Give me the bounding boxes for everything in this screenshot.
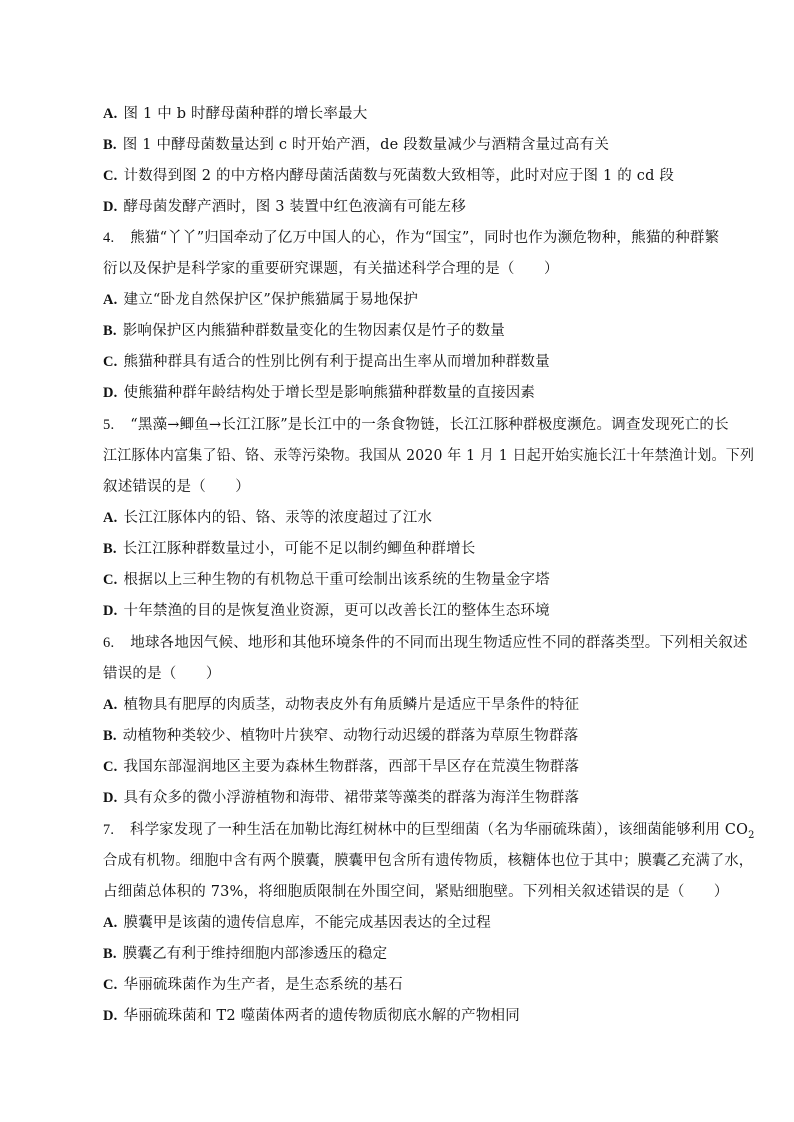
question-text: 江江豚体内富集了铅、铬、汞等污染物。我国从 2020 年 1 月 1 日起开始实施长江十年禁渔计划。下列: [103, 448, 755, 464]
option-text: 长江江豚种群数量过小，可能不足以制约鲫鱼种群增长: [122, 541, 476, 557]
q3-option-d: [103, 197, 466, 217]
question-text: 占细菌总体积的 73%，将细胞质限制在外围空间，紧贴细胞壁。下列相关叙述错误的是（ ）: [103, 884, 729, 900]
option-label: A.: [103, 292, 118, 308]
q7-option-b: [103, 944, 387, 964]
q3-option-b: [103, 135, 609, 155]
question-text: 叙述错误的是（ ）: [103, 479, 250, 495]
q4-option-c: [103, 352, 550, 372]
q6-option-d: [103, 788, 579, 808]
question-text: 错误的是（ ）: [103, 666, 221, 682]
option-label: D.: [103, 385, 118, 401]
q7-stem-line-3: [103, 882, 729, 902]
option-text: 植物具有肥厚的肉质茎，动物表皮外有角质鳞片是适应干旱条件的特征: [123, 697, 580, 713]
option-label: D.: [103, 603, 118, 619]
question-number: 6.: [103, 635, 115, 651]
q6-stem-line-2: [103, 664, 221, 684]
option-text: 图 1 中酵母菌数量达到 c 时开始产酒，de 段数量减少与酒精含量过高有关: [122, 137, 610, 153]
q5-stem-line-2: [103, 446, 754, 466]
q7-option-a: [103, 913, 491, 933]
question-number: 5.: [103, 417, 115, 433]
q6-option-a: [103, 695, 579, 715]
option-text: 十年禁渔的目的是恢复渔业资源，更可以改善长江的整体生态环境: [123, 603, 550, 619]
option-label: B.: [103, 728, 117, 744]
option-text: 华丽硫珠菌作为生产者，是生态系统的基石: [123, 977, 403, 993]
option-label: A.: [103, 106, 118, 122]
option-label: B.: [103, 946, 117, 962]
q4-stem-line-2: [103, 259, 559, 279]
subscript: 2: [748, 829, 755, 841]
option-text: 建立“卧龙自然保护区”保护熊猫属于易地保护: [123, 292, 419, 308]
q4-option-a: [103, 290, 418, 310]
question-text: 合成有机物。细胞中含有两个膜囊，膜囊甲包含所有遗传物质，核糖体也位于其中；膜囊乙充满了水，: [103, 853, 754, 869]
question-number: 7.: [103, 822, 115, 838]
option-label: A.: [103, 510, 118, 526]
option-label: D.: [103, 199, 118, 215]
option-text: 使熊猫种群年龄结构处于增长型是影响熊猫种群数量的直接因素: [123, 385, 536, 401]
q7-option-d: [103, 1006, 520, 1026]
q6-stem-line-1: [103, 633, 748, 653]
option-text: 计数得到图 2 的中方格内酵母菌活菌数与死菌数大致相等，此时对应于图 1 的 cd 段: [123, 168, 675, 184]
question-number: 4.: [103, 230, 115, 246]
question-text: “黑藻→鲫鱼→长江江豚”是长江中的一条食物链，长江江豚种群极度濒危。调查发现死亡的长: [130, 417, 729, 433]
question-text: 熊猫“丫丫”归国牵动了亿万中国人的心，作为“国宝”，同时也作为濒危物种，熊猫的种群繁: [130, 230, 720, 246]
q5-stem-line-1: [103, 415, 729, 435]
option-text: 膜囊乙有利于维持细胞内部渗透压的稳定: [122, 946, 388, 962]
option-text: 影响保护区内熊猫种群数量变化的生物因素仅是竹子的数量: [122, 323, 505, 339]
question-text: 衍以及保护是科学家的重要研究课题，有关描述科学合理的是（ ）: [103, 261, 559, 277]
question-text: 科学家发现了一种生活在加勒比海红树林中的巨型细菌（名为华丽硫珠菌），该细菌能够利用 CO: [130, 822, 749, 838]
option-label: C.: [103, 977, 118, 993]
option-label: A.: [103, 697, 118, 713]
option-label: C.: [103, 354, 118, 370]
q6-option-c: [103, 757, 579, 777]
option-text: 长江江豚体内的铅、铬、汞等的浓度超过了江水: [123, 510, 433, 526]
q3-option-c: [103, 166, 674, 186]
q5-option-a: [103, 508, 432, 528]
option-text: 我国东部湿润地区主要为森林生物群落，西部干旱区存在荒漠生物群落: [123, 759, 580, 775]
q3-option-a: [103, 104, 367, 124]
option-text: 具有众多的微小浮游植物和海带、裙带菜等藻类的群落为海洋生物群落: [123, 790, 580, 806]
q4-stem-line-1: [103, 228, 719, 248]
option-label: D.: [103, 790, 118, 806]
option-text: 酵母菌发酵产酒时，图 3 装置中红色液滴有可能左移: [123, 199, 466, 215]
q7-option-c: [103, 975, 403, 995]
q7-stem-line-1: [103, 820, 755, 846]
q6-option-b: [103, 726, 578, 746]
q5-option-b: [103, 539, 476, 559]
option-label: C.: [103, 572, 118, 588]
option-text: 动植物种类较少、植物叶片狭窄、动物行动迟缓的群落为草原生物群落: [122, 728, 579, 744]
q7-stem-line-2: [103, 851, 753, 871]
option-label: B.: [103, 541, 117, 557]
option-label: D.: [103, 1008, 118, 1024]
option-label: B.: [103, 137, 117, 153]
q4-option-b: [103, 321, 505, 341]
q4-option-d: [103, 383, 535, 403]
option-text: 华丽硫珠菌和 T2 噬菌体两者的遗传物质彻底水解的产物相同: [123, 1008, 520, 1024]
q5-option-d: [103, 601, 550, 621]
q5-option-c: [103, 570, 550, 590]
option-label: B.: [103, 323, 117, 339]
q5-stem-line-3: [103, 477, 250, 497]
option-text: 膜囊甲是该菌的遗传信息库，不能完成基因表达的全过程: [123, 915, 491, 931]
option-label: A.: [103, 915, 118, 931]
option-label: C.: [103, 168, 118, 184]
question-text: 地球各地因气候、地形和其他环境条件的不同而出现生物适应性不同的群落类型。下列相关叙述: [130, 635, 748, 651]
option-text: 图 1 中 b 时酵母菌种群的增长率最大: [123, 106, 368, 122]
option-text: 熊猫种群具有适合的性别比例有利于提高出生率从而增加种群数量: [123, 354, 550, 370]
option-text: 根据以上三种生物的有机物总干重可绘制出该系统的生物量金字塔: [123, 572, 550, 588]
option-label: C.: [103, 759, 118, 775]
